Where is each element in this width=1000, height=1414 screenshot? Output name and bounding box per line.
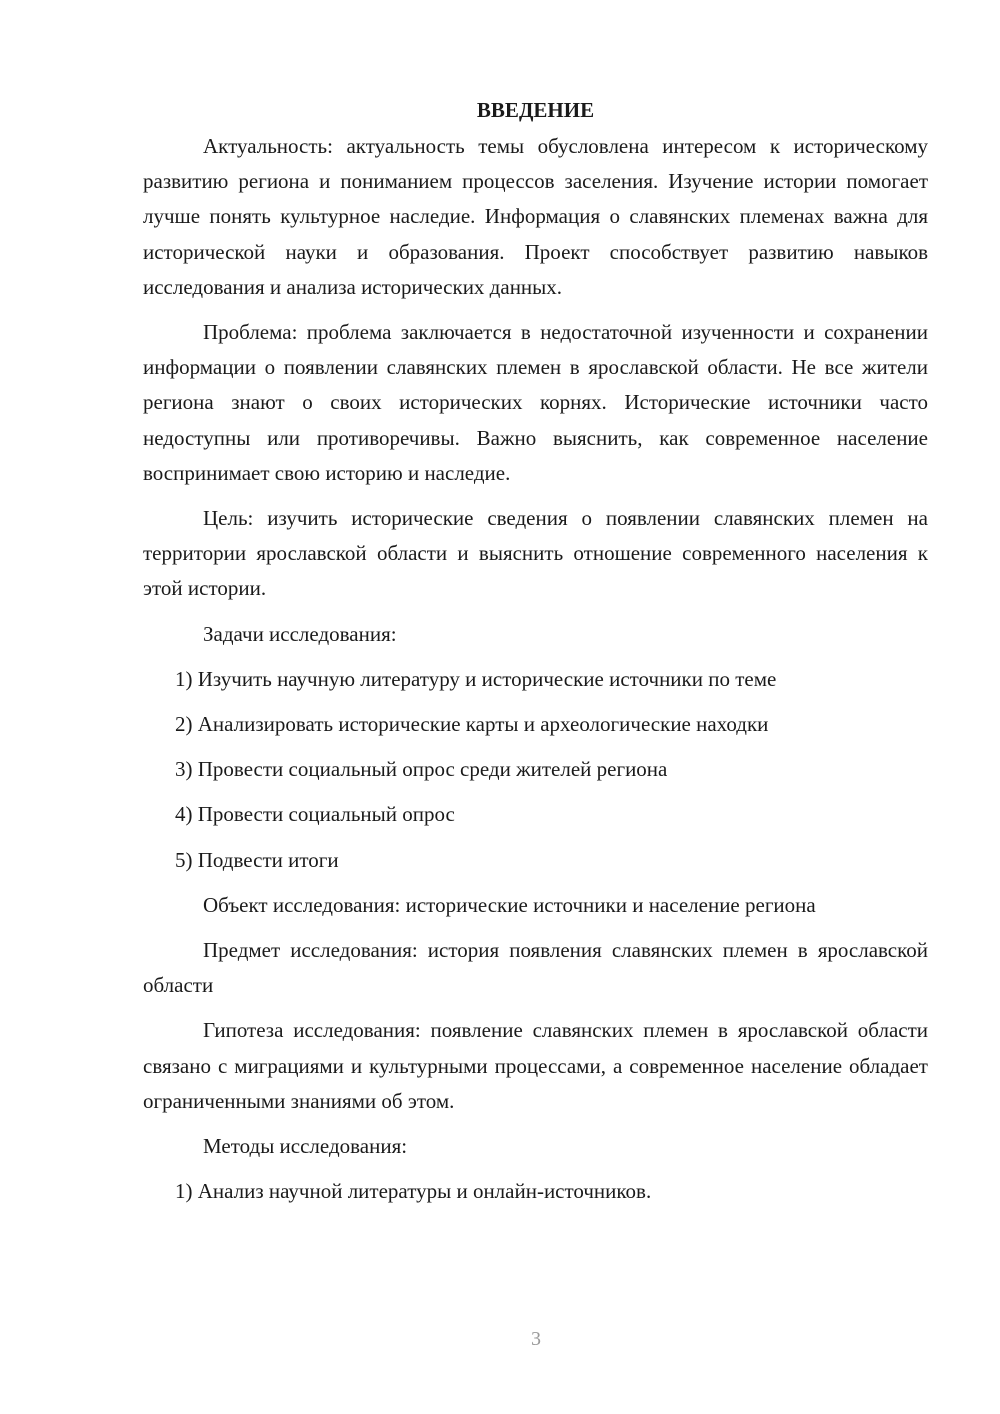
section-title: ВВЕДЕНИЕ <box>476 98 595 122</box>
object-line: Объект исследования: исторические источники и население региона <box>203 892 816 917</box>
relevance-paragraph: Актуальность: актуальность темы обусловлена интересом к историческому развитию региона и пониманием процессов заселения. Изучение истории помогает лучше понять культурное наследие. Информация о славянских племенах важна для исторической науки и образования. Проект способствует развитию навыков исследования и анализа исторических данных. <box>143 134 928 299</box>
goal-paragraph: Цель: изучить исторические сведения о появлении славянских племен на территории ярославской области и выяснить отношение современного населения к этой истории. <box>143 506 928 601</box>
method-item: 1) Анализ научной литературы и онлайн-источников. <box>175 1179 652 1204</box>
task-item: 4) Провести социальный опрос <box>175 802 455 827</box>
task-item: 3) Провести социальный опрос среди жителей региона <box>175 757 668 782</box>
task-item: 2) Анализировать исторические карты и археологические находки <box>175 712 769 737</box>
task-item: 1) Изучить научную литературу и исторические источники по теме <box>175 666 777 691</box>
subject-paragraph: Предмет исследования: история появления славянских племен в ярославской области <box>143 938 928 998</box>
document-page <box>143 92 928 1219</box>
page-number: 3 <box>531 1328 541 1350</box>
tasks-heading: Задачи исследования: <box>203 621 397 646</box>
methods-heading: Методы исследования: <box>203 1134 408 1159</box>
hypothesis-paragraph: Гипотеза исследования: появление славянских племен в ярославской области связано с миграциями и культурными процессами, а современное население обладает ограниченными знаниями об этом. <box>143 1018 928 1113</box>
task-item: 5) Подвести итоги <box>175 847 339 872</box>
problem-paragraph: Проблема: проблема заключается в недостаточной изученности и сохранении информации о появлении славянских племен в ярославской области. Не все жители региона знают о своих исторических корнях. Исторические источники часто недоступны или противоречивы. Важно выяснить, как современное население воспринимает свою историю и наследие. <box>143 320 928 485</box>
